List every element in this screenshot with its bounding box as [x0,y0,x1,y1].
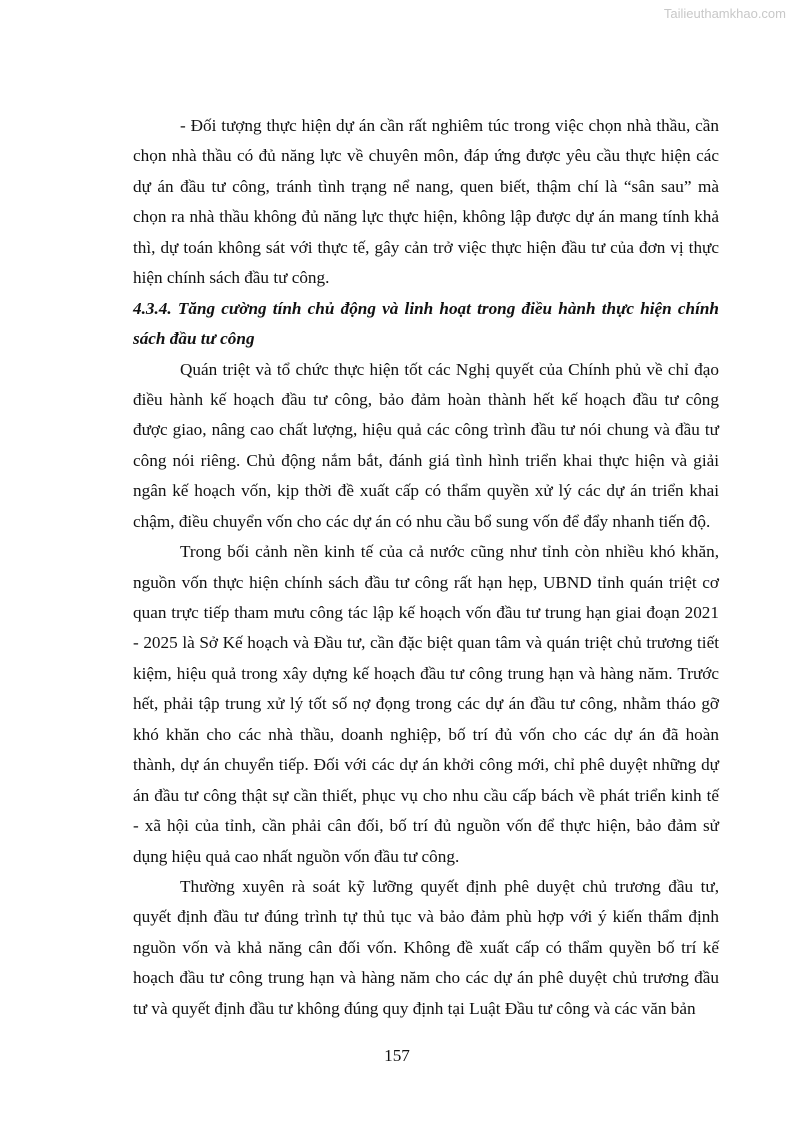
text-line: thành, dự án chuyển tiếp. Đối với các dự án khởi công mới, chỉ phê duyệt những dự [133,755,719,775]
text-line: Trong bối cảnh nền kinh tế của cả nước cũng như tỉnh còn nhiều khó khăn, [180,542,719,562]
text-line: án đầu tư công thật sự cần thiết, phục vụ cho nhu cầu cấp bách về phát triển kinh tế [133,785,719,805]
text-line: - Đối tượng thực hiện dự án cần rất nghiêm túc trong việc chọn nhà thầu, cần [180,116,719,135]
section-heading [133,294,719,355]
text-line: - 2025 là Sở Kế hoạch và Đầu tư, cần đặc biệt quan tâm và quán triệt chủ trương tiết [133,633,719,653]
paragraph [133,111,719,294]
text-line: quan trực tiếp tham mưu công tác lập kế hoạch vốn đầu tư trung hạn giai đoạn 2021 [133,603,719,622]
text-line: chọn nhà thầu có đủ năng lực về chuyên môn, đáp ứng được yêu cầu thực hiện các [133,146,719,166]
text-line: Quán triệt và tổ chức thực hiện tốt các Nghị quyết của Chính phủ về chỉ đạo [180,359,719,379]
paragraph [133,355,719,538]
heading-line: 4.3.4. Tăng cường tính chủ động và linh hoạt trong điều hành thực hiện chính [133,298,719,318]
text-line: hết, phải tập trung xử lý tốt số nợ đọng trong các dự án đầu tư công, nhằm tháo gỡ [133,694,719,714]
text-line: kiệm, hiệu quả trong xây dựng kế hoạch đầu tư công trung hạn và hàng năm. Trước [133,663,719,683]
text-line: dự án đầu tư công, tránh tình trạng nể nang, quen biết, thậm chí là “sân sau” mà [133,176,719,196]
text-line: Thường xuyên rà soát kỹ lưỡng quyết định phê duyệt chủ trương đầu tư, [180,876,719,896]
text-line: dụng hiệu quả cao nhất nguồn vốn đầu tư công. [133,846,460,866]
text-line: được giao, nâng cao chất lượng, hiệu quả các công trình đầu tư nói chung và đầu tư [133,420,719,440]
document-body [133,111,719,1024]
text-line: thì, dự toán không sát với thực tế, gây cản trở việc thực hiện đầu tư của đơn vị thực [133,237,719,257]
paragraph [133,872,719,1024]
text-line: tư và quyết định đầu tư không đúng quy định tại Luật Đầu tư công và các văn bản [133,998,696,1018]
text-line: khó khăn cho các nhà thầu, doanh nghiệp, bố trí đủ vốn cho các dự án đã hoàn [133,724,719,744]
text-line: điều hành kế hoạch đầu tư công, bảo đảm hoàn thành hết kế hoạch đầu tư công [133,389,719,409]
heading-line: sách đầu tư công [133,329,255,349]
watermark: Tailieuthamkhao.com [663,6,786,21]
text-line: nguồn vốn thực hiện chính sách đầu tư công rất hạn hẹp, UBND tỉnh quán triệt cơ [133,572,719,592]
text-line: hiện chính sách đầu tư công. [133,268,330,288]
text-line: hoạch đầu tư công trung hạn và hàng năm cho các dự án phê duyệt chủ trương đầu [133,968,719,988]
text-line: công nói riêng. Chủ động nắm bắt, đánh giá tình hình triển khai thực hiện và giải [133,450,719,470]
text-line: chậm, điều chuyển vốn cho các dự án có nhu cầu bổ sung vốn để đẩy nhanh tiến độ. [133,511,711,531]
text-line: nguồn vốn và khả năng cân đối vốn. Không đề xuất cấp có thẩm quyền bố trí kế [133,937,719,957]
text-line: chọn ra nhà thầu không đủ năng lực thực hiện, không lập được dự án mang tính khả [133,207,719,227]
page-number: 157 [384,1046,410,1065]
paragraph [133,537,719,872]
text-line: ngân kế hoạch vốn, kịp thời đề xuất cấp có thẩm quyền xử lý các dự án triển khai [133,481,719,501]
text-line: - xã hội của tỉnh, cần phải cân đối, bố trí đủ nguồn vốn để thực hiện, bảo đảm sử [133,816,719,836]
text-line: quyết định đầu tư đúng trình tự thủ tục và bảo đảm phù hợp với ý kiến thẩm định [133,907,719,927]
